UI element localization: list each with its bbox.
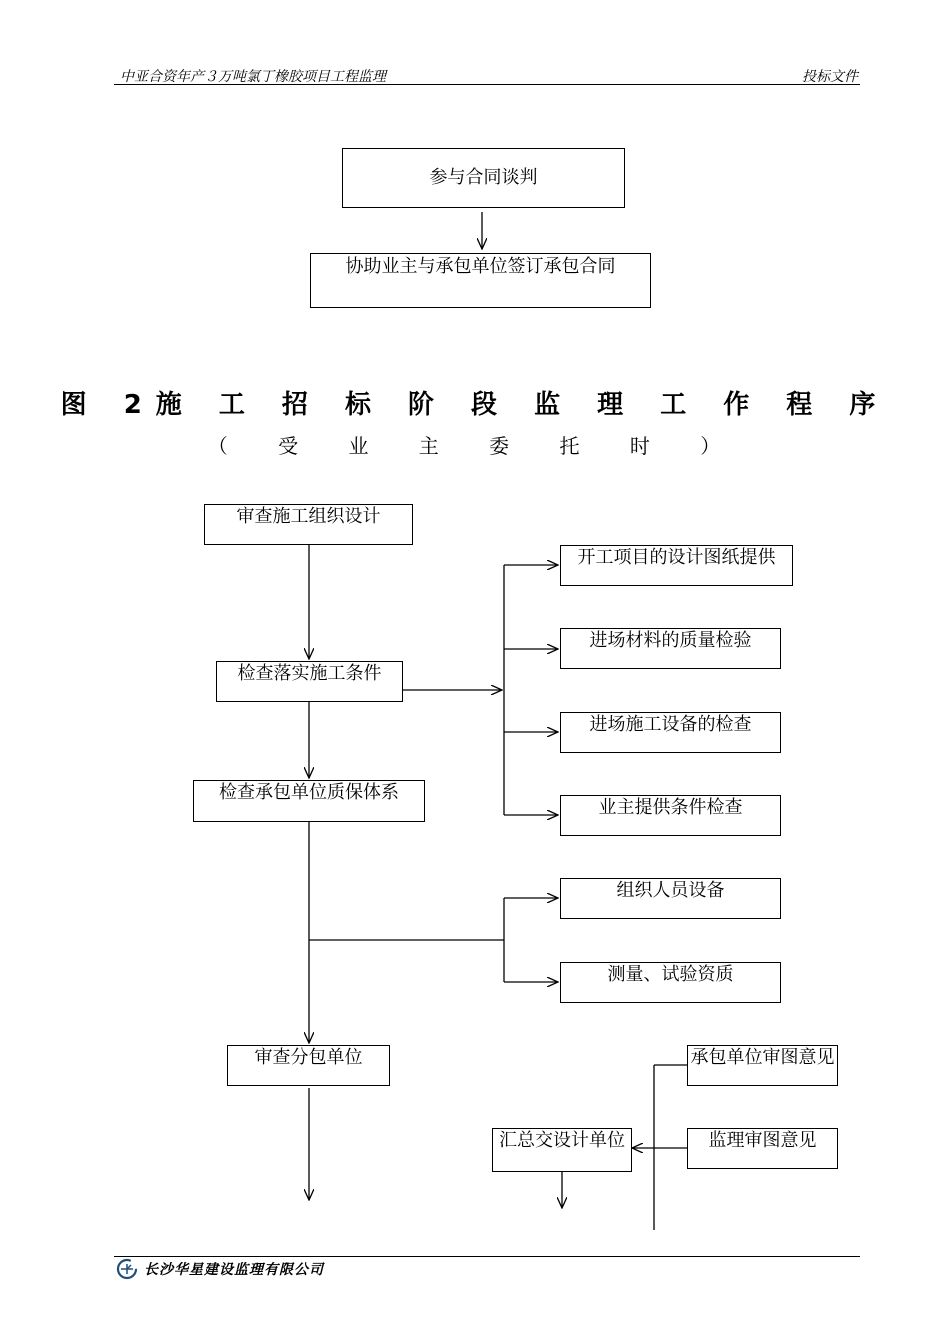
drawings-provided-box: 开工项目的设计图纸提供 xyxy=(560,545,793,586)
owner-conditions-box: 业主提供条件检查 xyxy=(560,795,781,836)
review-construction-design-box: 审查施工组织设计 xyxy=(204,504,413,545)
header-document-type: 投标文件 xyxy=(802,69,858,85)
figure-subtitle: （ 受 业 主 委 托 时 ） xyxy=(207,434,743,458)
survey-qualification-box: 测量、试验资质 xyxy=(560,962,781,1003)
check-quality-system-box: 检查承包单位质保体系 xyxy=(193,780,425,822)
header-project-title: 中亚合资年产３万吨氯丁橡胶项目工程监理 xyxy=(120,69,386,85)
staff-equipment-box: 组织人员设备 xyxy=(560,878,781,919)
footer-rule xyxy=(114,1256,860,1257)
material-inspection-box: 进场材料的质量检验 xyxy=(560,628,781,669)
assist-contract-signing-box: 协助业主与承包单位签订承包合同 xyxy=(310,253,651,308)
review-subcontractor-box: 审查分包单位 xyxy=(227,1045,390,1086)
footer-company-name: 长沙华星建设监理有限公司 xyxy=(144,1262,324,1278)
summary-to-designer-box: 汇总交设计单位 xyxy=(492,1128,632,1172)
contractor-review-opinion-box: 承包单位审图意见 xyxy=(687,1045,838,1086)
supervisor-review-opinion-box: 监理审图意见 xyxy=(687,1128,838,1169)
check-construction-conditions-box: 检查落实施工条件 xyxy=(216,661,403,702)
equipment-inspection-box: 进场施工设备的检查 xyxy=(560,712,781,753)
participate-negotiation-box: 参与合同谈判 xyxy=(342,148,625,208)
company-logo-icon xyxy=(116,1258,138,1280)
figure-title: 图 2施 工 招 标 阶 段 监 理 工 作 程 序 xyxy=(60,390,890,420)
